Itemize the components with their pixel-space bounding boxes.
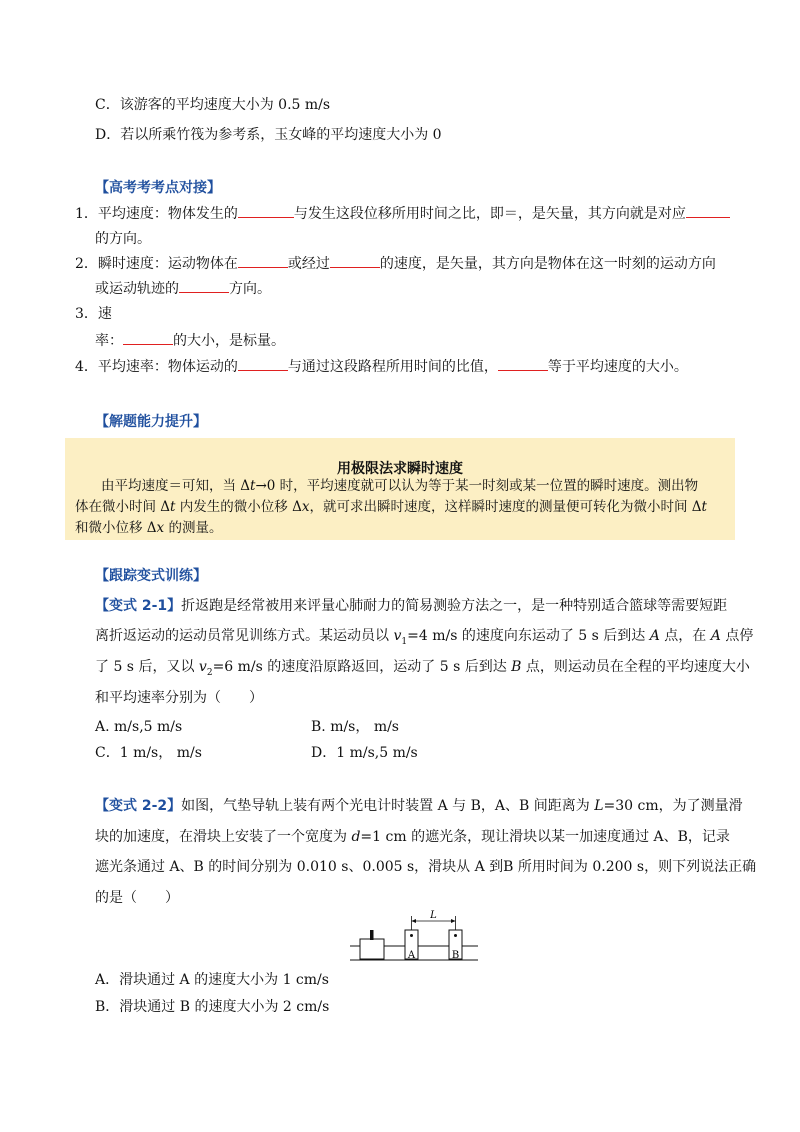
q1-line-4: 和平均速率分别为（ ） (95, 690, 263, 706)
text: 2．瞬时速度：运动物体在 (75, 256, 238, 272)
text: 的测量。 (164, 520, 223, 536)
q2-line-4: 的是（ ） (95, 890, 179, 906)
text: 点，在 (659, 628, 711, 644)
method-box-title: 用极限法求瞬时速度 (337, 461, 463, 477)
text: =6 m/s 的速度沿原路返回，运动了 5 s 后到达 (212, 659, 512, 675)
section-title-exam-points: 【高考考考点对接】 (95, 180, 221, 196)
point-4-line-1 (75, 356, 688, 377)
subscript: 2 (206, 667, 213, 678)
q2-line-1 (95, 796, 743, 816)
q2-option-b: B．滑块通过 B 的速度大小为 2 cm/s (95, 999, 330, 1015)
text: 方向。 (229, 281, 271, 297)
symbol-t: t (170, 499, 176, 515)
text: 离折返运动的运动员常见训练方式。某运动员以 (95, 628, 394, 644)
q1-line-1 (95, 596, 727, 616)
symbol-t: t (701, 499, 707, 515)
point-a: A (649, 628, 660, 644)
q1-line-3 (95, 657, 750, 683)
text: 由平均速度＝可知，当 Δ (101, 478, 251, 494)
text: 等于平均速度的大小。 (547, 359, 688, 375)
text: 的速度，是矢量，其方向是物体在这一时刻的运动方向 (379, 256, 716, 272)
arrow-left (412, 919, 417, 923)
method-box-line-2 (75, 497, 707, 517)
fill-blank (238, 356, 288, 371)
text: 如图，气垫导轨上装有两个光电计时装置 A 与 B，A、B 间距离为 (181, 798, 595, 814)
symbol-t: t (250, 478, 256, 494)
q1-line-2 (95, 626, 753, 652)
q1-tag: 【变式 2-1】 (95, 598, 182, 614)
method-box-line-3 (75, 518, 222, 538)
q1-option-a: A. m/s,5 m/s (95, 719, 183, 735)
point-a: A (710, 628, 721, 644)
text: =30 cm，为了测量滑 (603, 798, 743, 814)
text: 或运动轨迹的 (95, 281, 179, 297)
symbol-x: x (301, 499, 310, 515)
text: 点，则运动员在全程的平均速度大小 (521, 659, 750, 675)
q1-option-c: C．1 m/s， m/s (95, 745, 202, 761)
text: 体在微小时间 Δ (75, 499, 171, 515)
symbol-v: v (198, 659, 207, 675)
point-1-line-1 (75, 203, 730, 224)
fill-blank (179, 278, 229, 293)
point-3-line-2 (95, 330, 285, 351)
point-2-line-1 (75, 253, 716, 274)
slider-block (360, 939, 384, 959)
label-l: L (430, 910, 437, 921)
text: 的大小，是标量。 (173, 333, 285, 349)
label-b: B (451, 950, 460, 961)
fill-blank (123, 330, 173, 345)
q1-option-d: D．1 m/s,5 m/s (311, 745, 418, 761)
option-d: D．若以所乘竹筏为参考系，玉女峰的平均速度大小为 0 (95, 127, 442, 143)
fill-blank (498, 356, 548, 371)
subscript: 1 (401, 636, 408, 647)
q2-option-a: A．滑块通过 A 的速度大小为 1 cm/s (95, 972, 329, 988)
text: 和微小位移 Δ (75, 520, 157, 536)
point-b: B (511, 659, 522, 675)
text: 1．平均速度：物体发生的 (75, 206, 238, 222)
text: 块的加速度，在滑块上安装了一个宽度为 (95, 829, 352, 845)
text: ，就可求出瞬时速度，这样瞬时速度的测量便可转化为微小时间 Δ (309, 499, 702, 515)
section-title-practice: 【跟踪变式训练】 (95, 568, 207, 584)
fill-blank (330, 253, 380, 268)
option-c: C．该游客的平均速度大小为 0.5 m/s (95, 97, 331, 113)
method-box-line-1 (101, 476, 698, 496)
text: 折返跑是经常被用来评量心肺耐力的简易测验方法之一，是一种特别适合篮球等需要短距 (181, 598, 728, 614)
q1-option-b: B. m/s， m/s (311, 719, 399, 735)
text: 了 5 s 后，又以 (95, 659, 199, 675)
photogate-a-sensor (410, 934, 413, 937)
text: 率： (95, 333, 123, 349)
symbol-d: d (351, 829, 361, 845)
fill-blank (238, 253, 288, 268)
symbol-x: x (156, 520, 165, 536)
text: 内发生的微小位移 Δ (175, 499, 302, 515)
light-shield (370, 930, 374, 940)
text: 与通过这段路程所用时间的比值， (287, 359, 498, 375)
text: →0 时，平均速度就可以认为等于某一时刻或某一位置的瞬时速度。测出物 (255, 478, 699, 494)
arrow-right (451, 919, 456, 923)
symbol-v: v (393, 628, 402, 644)
text: 或经过 (287, 256, 330, 272)
text: 点停 (720, 628, 754, 644)
label-a: A (407, 950, 416, 961)
fill-blank (238, 203, 294, 218)
text: =4 m/s 的速度向东运动了 5 s 后到达 (407, 628, 650, 644)
text: 与发生这段位移所用时间之比，即＝，是矢量，其方向就是对应 (293, 206, 686, 222)
section-title-ability: 【解题能力提升】 (95, 414, 207, 430)
fill-blank (686, 203, 730, 218)
photogate-b-sensor (454, 934, 457, 937)
point-3-line-1: 3．速 (75, 306, 112, 322)
point-2-line-2 (95, 278, 271, 299)
q2-tag: 【变式 2-2】 (95, 798, 182, 814)
q2-line-2 (95, 827, 730, 847)
point-1-line-2: 的方向。 (95, 231, 151, 247)
air-track-figure (350, 908, 480, 964)
symbol-l: L (594, 798, 604, 814)
method-box (65, 438, 735, 540)
text: =1 cm 的遮光条，现让滑块以某一加速度通过 A、B，记录 (360, 829, 730, 845)
q2-line-3: 遮光条通过 A、B 的时间分别为 0.010 s、0.005 s，滑块从 A 到B 所用时间为 0.200 s，则下列说法正确 (95, 859, 757, 875)
text: 4．平均速率：物体运动的 (75, 359, 238, 375)
